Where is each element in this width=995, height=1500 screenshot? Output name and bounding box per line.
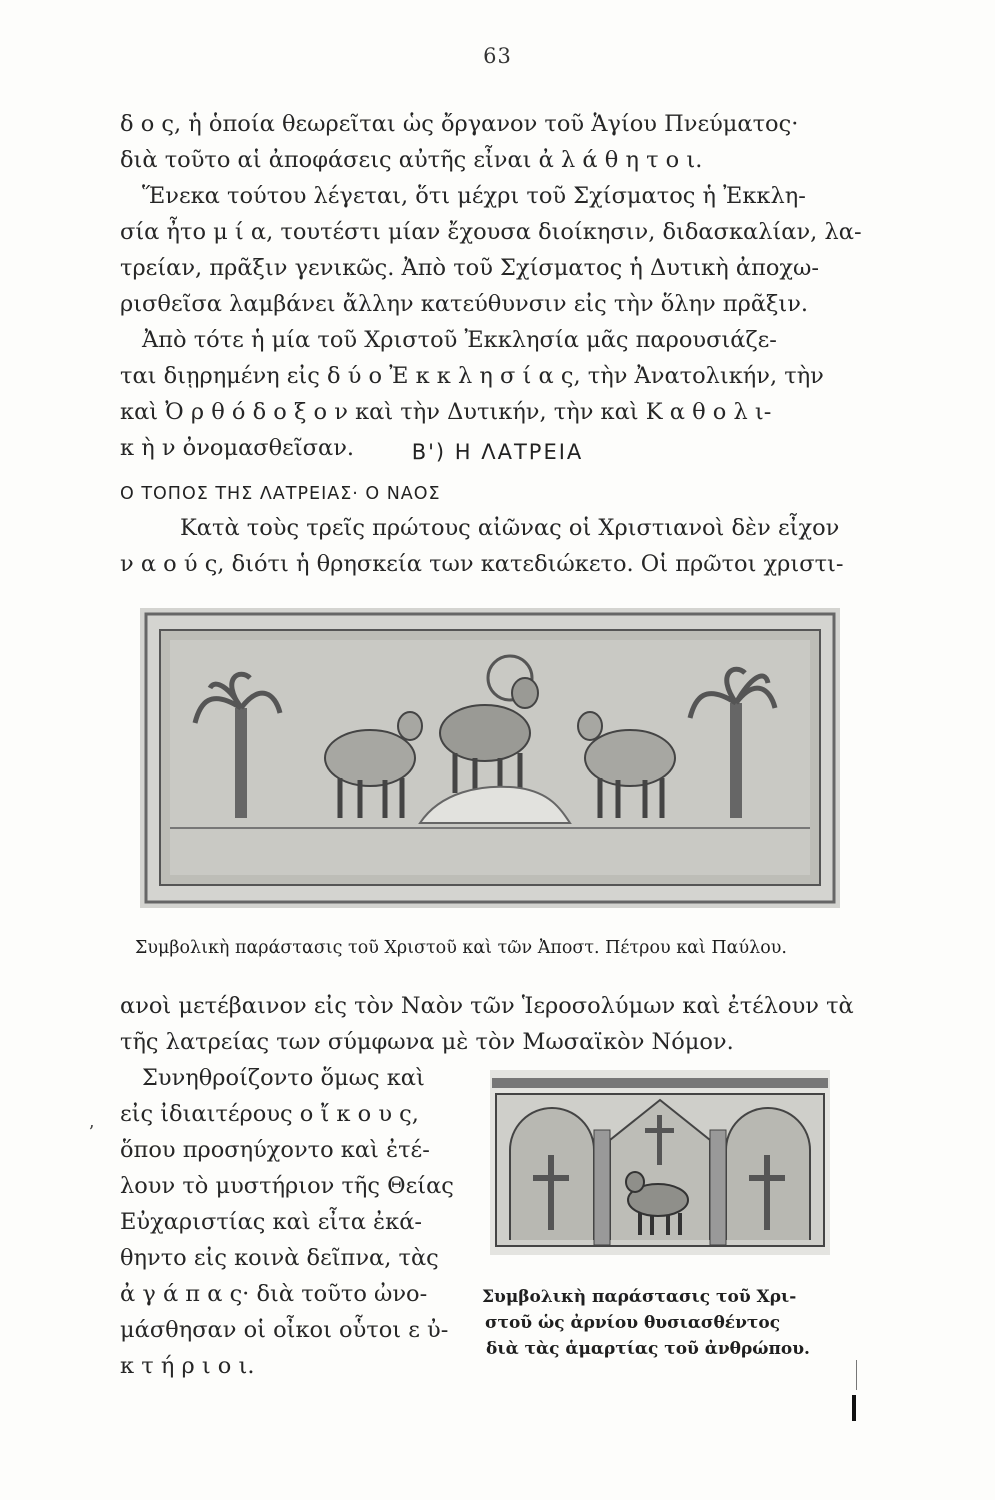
text-line: θηντο εἰς κοινὰ δεῖπνα, τὰς <box>120 1245 439 1271</box>
text-line: ἀ γ ά π α ς· διὰ τοῦτο ὠνο- <box>120 1281 428 1307</box>
text-line: τρείαν, πρᾶξιν γενικῶς. Ἀπὸ τοῦ Σχίσματος ἡ Δυτικὴ ἀποχω- <box>120 255 819 281</box>
text-line: διὰ τοῦτο αἱ ἀποφάσεις αὐτῆς εἶναι ἀ λ ά θ η τ ο ι. <box>120 147 703 173</box>
relief-illustration <box>140 608 840 908</box>
text-line: κ ὴ ν ὀνομασθεῖσαν. <box>120 435 355 461</box>
text-line: ρισθεῖσα λαμβάνει ἄλλην κατεύθυνσιν εἰς τὴν ὅλην πρᾶξιν. <box>120 291 809 317</box>
text-line: λουν τὸ μυστήριον τῆς Θείας <box>120 1173 454 1199</box>
page-number: 63 <box>483 44 512 68</box>
text-line: Κατὰ τοὺς τρεῖς πρώτους αἰῶνας οἱ Χριστιανοὶ δὲν εἶχον <box>180 515 840 541</box>
text-line: μάσθησαν οἱ οἶκοι οὗτοι ε ὐ- <box>120 1317 449 1343</box>
altar-illustration <box>490 1070 830 1255</box>
figure-caption: Συμβολικὴ παράστασις τοῦ Χριστοῦ καὶ τῶν Ἀποστ. Πέτρου καὶ Παύλου. <box>135 938 787 958</box>
margin-mark: ʼ <box>88 1122 94 1143</box>
margin-bar <box>852 1395 856 1421</box>
subsection-heading: Ο ΤΟΠΟΣ ΤΗΣ ΛΑΤΡΕΙΑΣ· Ο ΝΑΟΣ <box>120 484 441 504</box>
text-line: ὅπου προσηύχοντο καὶ ἐτέ- <box>120 1137 430 1163</box>
figure-caption: διὰ τὰς ἁμαρτίας τοῦ ἀνθρώπου. <box>486 1339 810 1359</box>
figure-caption: στοῦ ὡς ἀρνίου θυσιασθέντος <box>485 1313 781 1333</box>
text-line: κ τ ή ρ ι ο ι. <box>120 1353 255 1379</box>
text-line: εἰς ἰδιαιτέρους ο ἴ κ ο υ ς, <box>120 1101 419 1127</box>
text-line: Ἕνεκα τούτου λέγεται, ὅτι μέχρι τοῦ Σχίσματος ἡ Ἐκκλη- <box>142 183 806 209</box>
text-line: ν α ο ύ ς, διότι ἡ θρησκεία των κατεδιώκετο. Οἱ πρῶτοι χριστι- <box>120 551 844 577</box>
margin-line <box>856 1360 857 1390</box>
figure-caption: Συμβολικὴ παράστασις τοῦ Χρι- <box>482 1287 797 1307</box>
text-line: Συνηθροίζοντο ὅμως καὶ <box>142 1065 425 1091</box>
text-line: δ ο ς, ἡ ὁποία θεωρεῖται ὡς ὄργανον τοῦ Ἁγίου Πνεύματος· <box>120 111 799 137</box>
text-line: ται διῃρημένη εἰς δ ύ ο Ἐ κ κ λ η σ ί α ς, τὴν Ἀνατολικήν, τὴν <box>120 363 824 389</box>
section-heading: Β') Η ΛΑΤΡΕΙΑ <box>411 440 584 464</box>
text-line: ανοὶ μετέβαινον εἰς τὸν Ναὸν τῶν Ἱεροσολύμων καὶ ἐτέλουν τὰ <box>120 993 854 1019</box>
text-line: σία ἦτο μ ί α, τουτέστι μίαν ἔχουσα διοίκησιν, διδασκαλίαν, λα- <box>120 219 862 245</box>
text-line: καὶ Ὀ ρ θ ό δ ο ξ ο ν καὶ τὴν Δυτικήν, τὴν καὶ Κ α θ ο λ ι- <box>120 399 772 425</box>
text-line: Ἀπὸ τότε ἡ μία τοῦ Χριστοῦ Ἐκκλησία μᾶς παρουσιάζε- <box>142 327 777 353</box>
text-line: Εὐχαριστίας καὶ εἶτα ἐκά- <box>120 1209 422 1235</box>
text-line: τῆς λατρείας των σύμφωνα μὲ τὸν Μωσαϊκὸν Νόμον. <box>120 1029 734 1055</box>
